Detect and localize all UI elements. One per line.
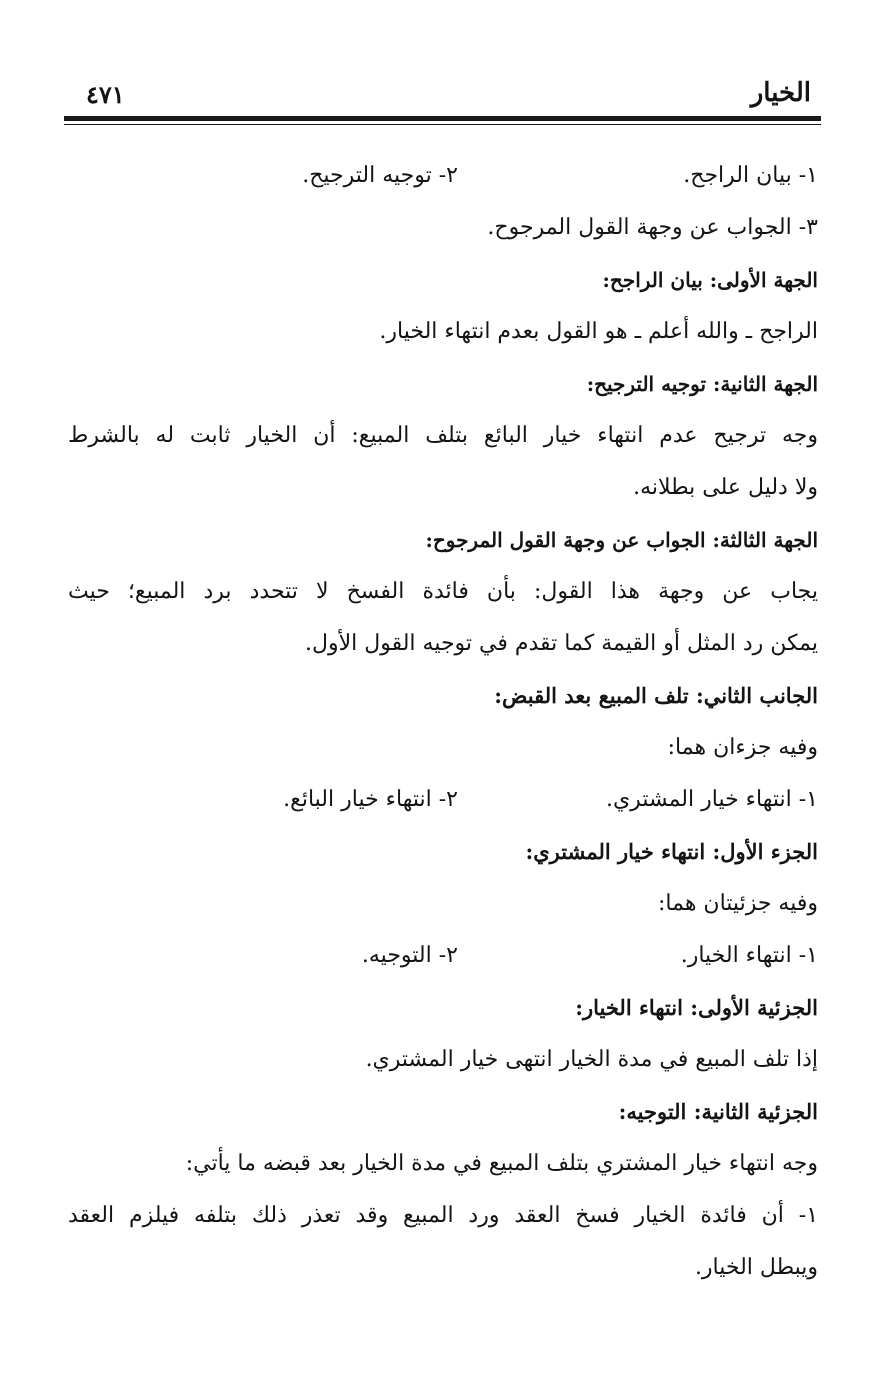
list-item: ٣- الجواب عن وجهة القول المرجوح. bbox=[487, 215, 818, 240]
page-number: ٤٧١ bbox=[86, 80, 125, 109]
list-row bbox=[68, 930, 818, 982]
paragraph: وفيه جزئيتان هما: bbox=[658, 891, 818, 916]
section-heading: الجهة الأولى: بيان الراجح: bbox=[602, 268, 818, 292]
paragraph: وفيه جزءان هما: bbox=[667, 735, 818, 760]
paragraph-line: يمكن رد المثل أو القيمة كما تقدم في توجيه القول الأول. bbox=[304, 631, 818, 656]
list-item: ١- انتهاء الخيار. bbox=[680, 943, 818, 968]
section-heading: الجهة الثانية: توجيه الترجيح: bbox=[586, 372, 818, 396]
section-heading: الجهة الثالثة: الجواب عن وجهة القول المرجوح: bbox=[425, 528, 818, 552]
subsection-heading: الجزئية الأولى: انتهاء الخيار: bbox=[575, 995, 818, 1020]
running-title: الخيار bbox=[750, 78, 811, 108]
subsection-heading: الجزء الأول: انتهاء خيار المشتري: bbox=[525, 839, 818, 864]
paragraph: الراجح ـ والله أعلم ـ هو القول بعدم انتهاء الخيار. bbox=[379, 319, 818, 344]
body-text bbox=[68, 150, 818, 1294]
header-rule-thick bbox=[64, 116, 821, 121]
paragraph-line: ويبطل الخيار. bbox=[694, 1255, 818, 1280]
list-item: ٢- انتهاء خيار البائع. bbox=[283, 787, 458, 812]
paragraph: إذا تلف المبيع في مدة الخيار انتهى خيار المشتري. bbox=[365, 1047, 818, 1072]
list-item: ١- بيان الراجح. bbox=[683, 163, 818, 188]
list-item: ١- انتهاء خيار المشتري. bbox=[605, 787, 818, 812]
paragraph-line: ولا دليل على بطلانه. bbox=[633, 475, 818, 500]
list-item: ٢- توجيه الترجيح. bbox=[302, 163, 458, 188]
paragraph-line: يجاب عن وجهة هذا القول: بأن فائدة الفسخ لا تتحدد برد المبيع؛ حيث bbox=[68, 579, 818, 604]
paragraph-line: ١- أن فائدة الخيار فسخ العقد ورد المبيع وقد تعذر ذلك بتلفه فيلزم العقد bbox=[68, 1203, 818, 1228]
header-rule-thin bbox=[64, 124, 821, 125]
paragraph: وجه انتهاء خيار المشتري بتلف المبيع في مدة الخيار بعد قبضه ما يأتي: bbox=[185, 1151, 818, 1176]
subsection-heading: الجزئية الثانية: التوجيه: bbox=[618, 1099, 818, 1124]
list-row bbox=[68, 150, 818, 202]
paragraph-line: وجه ترجيح عدم انتهاء خيار البائع بتلف المبيع: أن الخيار ثابت له بالشرط bbox=[68, 423, 818, 448]
subsection-heading: الجانب الثاني: تلف المبيع بعد القبض: bbox=[494, 683, 818, 708]
list-row bbox=[68, 774, 818, 826]
list-item: ٢- التوجيه. bbox=[361, 943, 458, 968]
